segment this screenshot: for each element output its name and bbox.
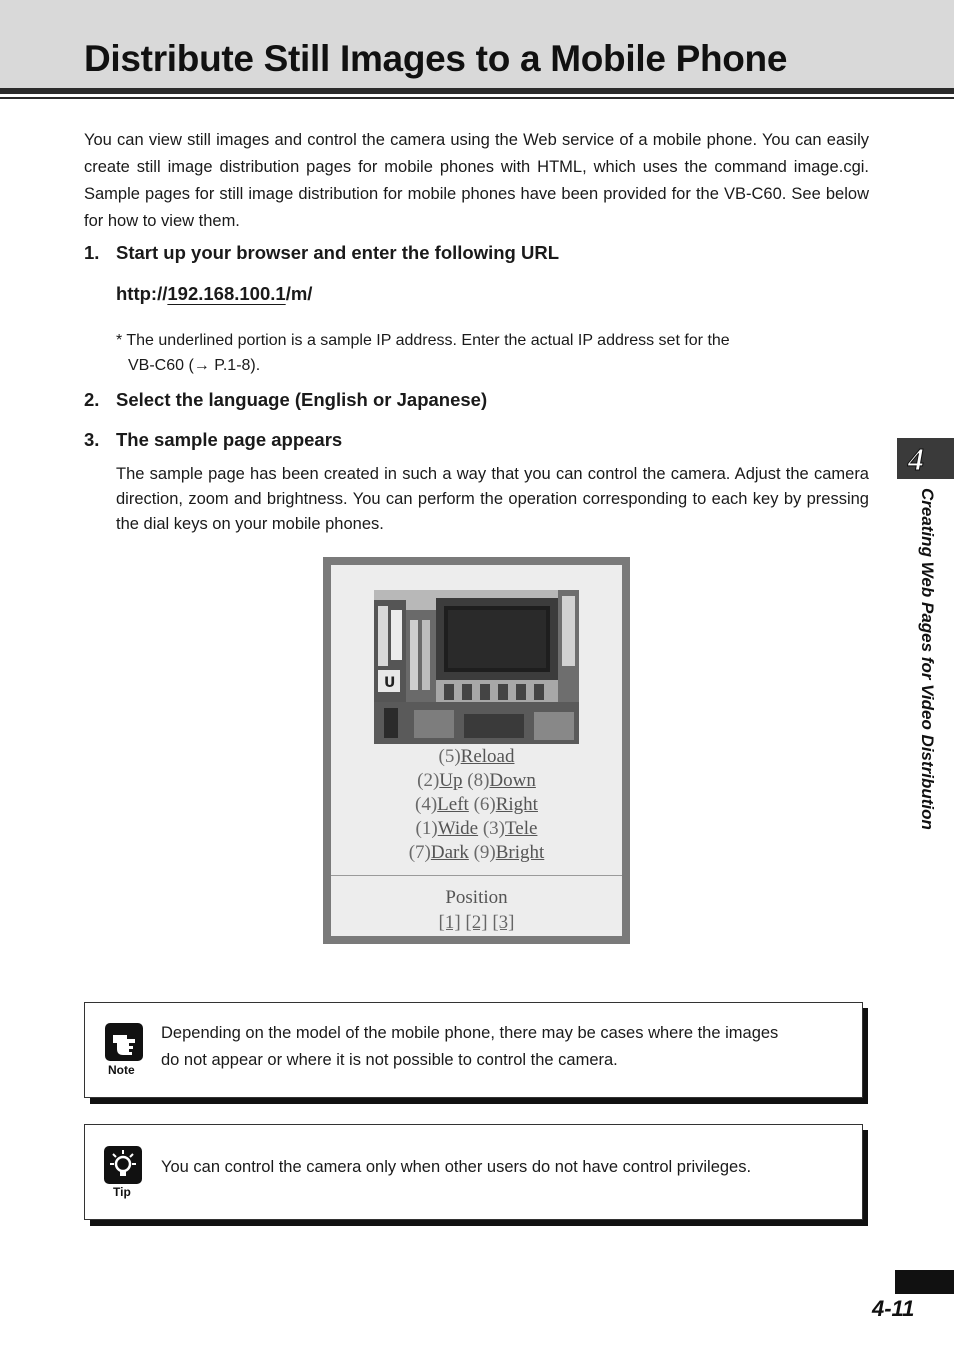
page-title: Distribute Still Images to a Mobile Phone — [84, 38, 788, 79]
phone-screen — [331, 565, 622, 936]
step-3-description: The sample page has been created in such a way that you can control the camera. Adjust the camera direction, zoom and brightness. You can perform the operation corresponding to each key by pressing the dial keys on your mobile phones. — [116, 465, 869, 533]
dark-link[interactable]: Dark — [430, 842, 469, 863]
note-text-line-1: Depending on the model of the mobile phone, there may be cases where the images — [161, 1024, 779, 1042]
intro-paragraph: You can view still images and control the camera using the Web service of a mobile phone. You can easily create still image distribution pages for mobile phones with HTML, which uses the command image.cgi. Sample pages for still image distribution for mobile phones have been provided for the VB-C60. See below for how to view them. — [84, 131, 869, 230]
page-tab-marker — [895, 1270, 954, 1294]
control-row — [331, 793, 622, 817]
camera-still-image — [374, 590, 579, 744]
dial-key: (8) — [467, 770, 490, 791]
position-block — [331, 885, 622, 935]
right-link[interactable]: Right — [495, 794, 538, 815]
step-number: 2. — [84, 389, 100, 410]
control-row — [331, 769, 622, 793]
header-rule — [0, 88, 954, 94]
position-label: Position — [445, 887, 508, 908]
dial-key: (4) — [415, 794, 438, 815]
pointing-hand-icon — [105, 1023, 143, 1061]
page-number: 4-11 — [872, 1296, 915, 1321]
footnote-line-1: * The underlined portion is a sample IP address. Enter the actual IP address set for the — [116, 332, 730, 349]
dial-key: (7) — [408, 842, 431, 863]
step-1 — [84, 242, 559, 264]
step-title: The sample page appears — [116, 429, 343, 450]
control-row — [331, 817, 622, 841]
dial-key: (5) — [438, 746, 461, 767]
reload-link[interactable]: Reload — [460, 746, 515, 767]
step-2 — [84, 389, 487, 411]
mobile-phone-screenshot — [323, 557, 630, 944]
down-link[interactable]: Down — [489, 770, 536, 791]
wide-link[interactable]: Wide — [437, 818, 479, 839]
dial-key: (9) — [473, 842, 496, 863]
url-prefix: http:// — [116, 283, 168, 304]
chapter-number: 4 — [908, 441, 924, 477]
control-row — [331, 745, 622, 769]
position-link-1[interactable]: [1] — [438, 912, 461, 933]
phone-divider — [331, 875, 622, 876]
lightbulb-icon — [104, 1146, 142, 1184]
note-box — [84, 1002, 863, 1098]
note-text-line-2: do not appear or where it is not possible to control the camera. — [161, 1051, 618, 1069]
bright-link[interactable]: Bright — [495, 842, 545, 863]
url-suffix: /m/ — [285, 283, 313, 304]
step-number: 3. — [84, 429, 100, 450]
step-3 — [84, 429, 342, 451]
footnote-line-2: VB-C60 (→ P.1-8). — [128, 357, 261, 374]
step-number: 1. — [84, 242, 100, 263]
tip-label: Tip — [113, 1185, 131, 1199]
svg-text:U: U — [384, 675, 396, 691]
note-text — [161, 1020, 851, 1074]
position-link-3[interactable]: [3] — [492, 912, 515, 933]
chapter-title-vertical: Creating Web Pages for Video Distribution — [918, 488, 937, 830]
header-rule-thin — [0, 97, 954, 99]
left-link[interactable]: Left — [437, 794, 469, 815]
tip-text: You can control the camera only when other users do not have control privileges. — [161, 1158, 752, 1176]
control-links — [331, 745, 622, 865]
note-label: Note — [108, 1063, 135, 1077]
sample-url — [116, 283, 312, 305]
url-ip: 192.168.100.1 — [167, 283, 286, 304]
tip-box — [84, 1124, 863, 1220]
dial-key: (6) — [473, 794, 496, 815]
step-title: Select the language (English or Japanese) — [116, 389, 488, 410]
control-row — [331, 841, 622, 865]
position-links — [331, 910, 622, 935]
up-link[interactable]: Up — [439, 770, 463, 791]
step-title: Start up your browser and enter the following URL — [116, 242, 559, 263]
dial-key: (1) — [415, 818, 438, 839]
dial-key: (2) — [417, 770, 440, 791]
chapter-tab — [897, 438, 954, 479]
tele-link[interactable]: Tele — [505, 818, 538, 839]
dial-key: (3) — [482, 818, 505, 839]
position-link-2[interactable]: [2] — [465, 912, 488, 933]
